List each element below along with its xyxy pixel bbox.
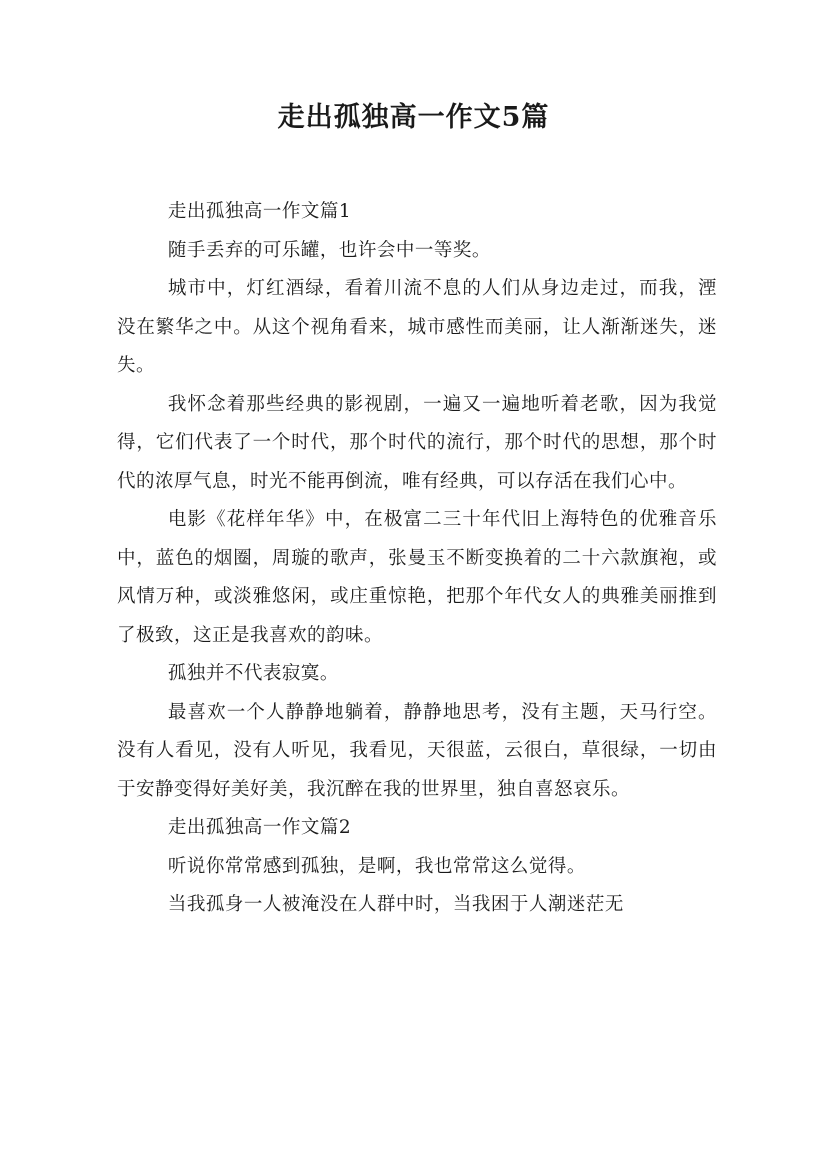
paragraph: 我怀念着那些经典的影视剧，一遍又一遍地听着老歌，因为我觉得，它们代表了一个时代，那个时代的流行，那个时代的思想，那个时代的浓厚气息，时光不能再倒流，唯有经典，可以存活在我们心中。 bbox=[117, 393, 717, 492]
paragraph: 最喜欢一个人静静地躺着，静静地思考，没有主题，天马行空。没有人看见，没有人听见，我看见，天很蓝，云很白，草很绿，一切由于安静变得好美好美，我沉醉在我的世界里，独自喜怒哀乐。 bbox=[117, 701, 717, 800]
section-heading-1: 走出孤独高一作文篇1 bbox=[167, 201, 352, 222]
paragraph: 听说你常常感到孤独，是啊，我也常常这么觉得。 bbox=[167, 855, 586, 877]
paragraph: 城市中，灯红酒绿，看着川流不息的人们从身边走过，而我，湮没在繁华之中。从这个视角看来，城市感性而美丽，让人渐渐迷失，迷失。 bbox=[117, 278, 717, 376]
paragraph: 当我孤身一人被淹没在人群中时，当我困于人潮迷茫无 bbox=[167, 894, 624, 915]
paragraph: 随手丢弃的可乐罐，也许会中一等奖。 bbox=[167, 239, 491, 261]
section-heading-2: 走出孤独高一作文篇2 bbox=[167, 817, 352, 838]
document-title: 走出孤独高一作文5篇 bbox=[277, 102, 550, 133]
paragraph: 孤独并不代表寂寞。 bbox=[167, 663, 339, 684]
paragraph: 电影《花样年华》中，在极富二三十年代旧上海特色的优雅音乐中，蓝色的烟圈，周璇的歌声，张曼玉不断变换着的二十六款旗袍，或风情万种，或淡雅悠闲，或庄重惊艳，把那个年代女人的典雅美丽推到了极致，这正是我喜欢的韵味。 bbox=[117, 509, 717, 646]
document-body bbox=[117, 193, 717, 925]
